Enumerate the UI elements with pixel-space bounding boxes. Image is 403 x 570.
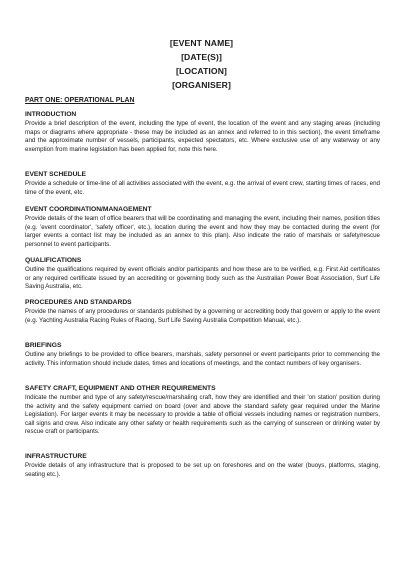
section-body: Outline the qualifications required by event officials and/or participants and how these are to be verified, e.g. First Aid certificates or any required certificate issued by an accrediting or governing body such as the Australian Power Boat Association, Surf Life Saving Australia, etc. — [25, 266, 380, 291]
section-body: Provide a brief description of the event, including the type of event, the location of the event and any staging areas (including maps or diagrams where appropriate - these may be included as an annex and referred to in this section), the event timeframe and the approximate number of vessels, participants, expected spectators, etc. Where exclusive use of any waterway or any exemption from marine legislation has been applied for, note this here. — [25, 120, 380, 153]
location-placeholder: [LOCATION] — [176, 66, 227, 76]
section-procedures-standards — [25, 299, 380, 325]
section-heading: EVENT SCHEDULE — [25, 171, 86, 178]
dates-placeholder: [DATE(S)] — [181, 52, 222, 62]
section-heading: SAFETY CRAFT, EQUIPMENT AND OTHER REQUIREMENTS — [25, 385, 216, 392]
section-heading: INFRASTRUCTURE — [25, 453, 87, 460]
section-body: Indicate the number and type of any safety/rescue/marshaling craft, how they are identified and their 'on station' position during the activity and the safety equipment carried on board (over and above the standard safety gear required under the Marine Legislation). For larger events it may be necessary to provide a table of official vessels including names or registration numbers, call signs and crew. Also indicate any other safety or health requirements such as the carrying of sunscreen or drinking water by rescue craft or participants. — [25, 394, 380, 436]
section-heading: PROCEDURES AND STANDARDS — [25, 299, 132, 306]
section-heading: BRIEFINGS — [25, 342, 62, 349]
section-heading: EVENT COORDINATION/MANAGEMENT — [25, 206, 152, 213]
organiser-placeholder: [ORGANISER] — [172, 80, 231, 90]
section-body: Outline any briefings to be provided to office bearers, marshals, safety personnel or event participants prior to commencing the activity. This information should include dates, times and locations of meetings, and the contact numbers of key organisers. — [25, 351, 380, 367]
section-infrastructure — [25, 453, 380, 479]
section-heading: QUALIFICATIONS — [25, 257, 82, 264]
section-safety-craft — [25, 385, 380, 437]
section-heading: INTRODUCTION — [25, 111, 77, 118]
section-qualifications — [25, 257, 380, 292]
section-body: Provide the names of any procedures or standards published by a governing or accrediting body that govern or apply to the event (e.g. Yachting Australia Racing Rules of Racing, Surf Life Saving Australia Competition Manual, etc.). — [25, 308, 380, 324]
part-one-title: PART ONE: OPERATIONAL PLAN — [25, 97, 135, 104]
section-introduction — [25, 111, 380, 154]
section-body: Provide details of the team of office bearers that will be coordinating and managing the event, including their names, position titles (e.g. 'event coordinator', 'safety officer', etc.), location during the event and how they may be contacted during the event (for larger events a contact list may be included as an annex to this plan). Also indicate the ratio of marshals or safety/rescue personnel to event participants. — [25, 215, 380, 248]
section-event-schedule — [25, 171, 380, 197]
section-body: Provide a schedule or time-line of all activities associated with the event, e.g. the arrival of event crew, starting times of races, end time of the event, etc. — [25, 180, 380, 196]
event-name-placeholder: [EVENT NAME] — [169, 38, 234, 48]
section-body: Provide details of any infrastructure that is proposed to be set up on foreshores and on the water (buoys, platforms, staging, seating etc.). — [25, 462, 380, 478]
section-event-coordination — [25, 206, 380, 249]
section-briefings — [25, 342, 380, 368]
